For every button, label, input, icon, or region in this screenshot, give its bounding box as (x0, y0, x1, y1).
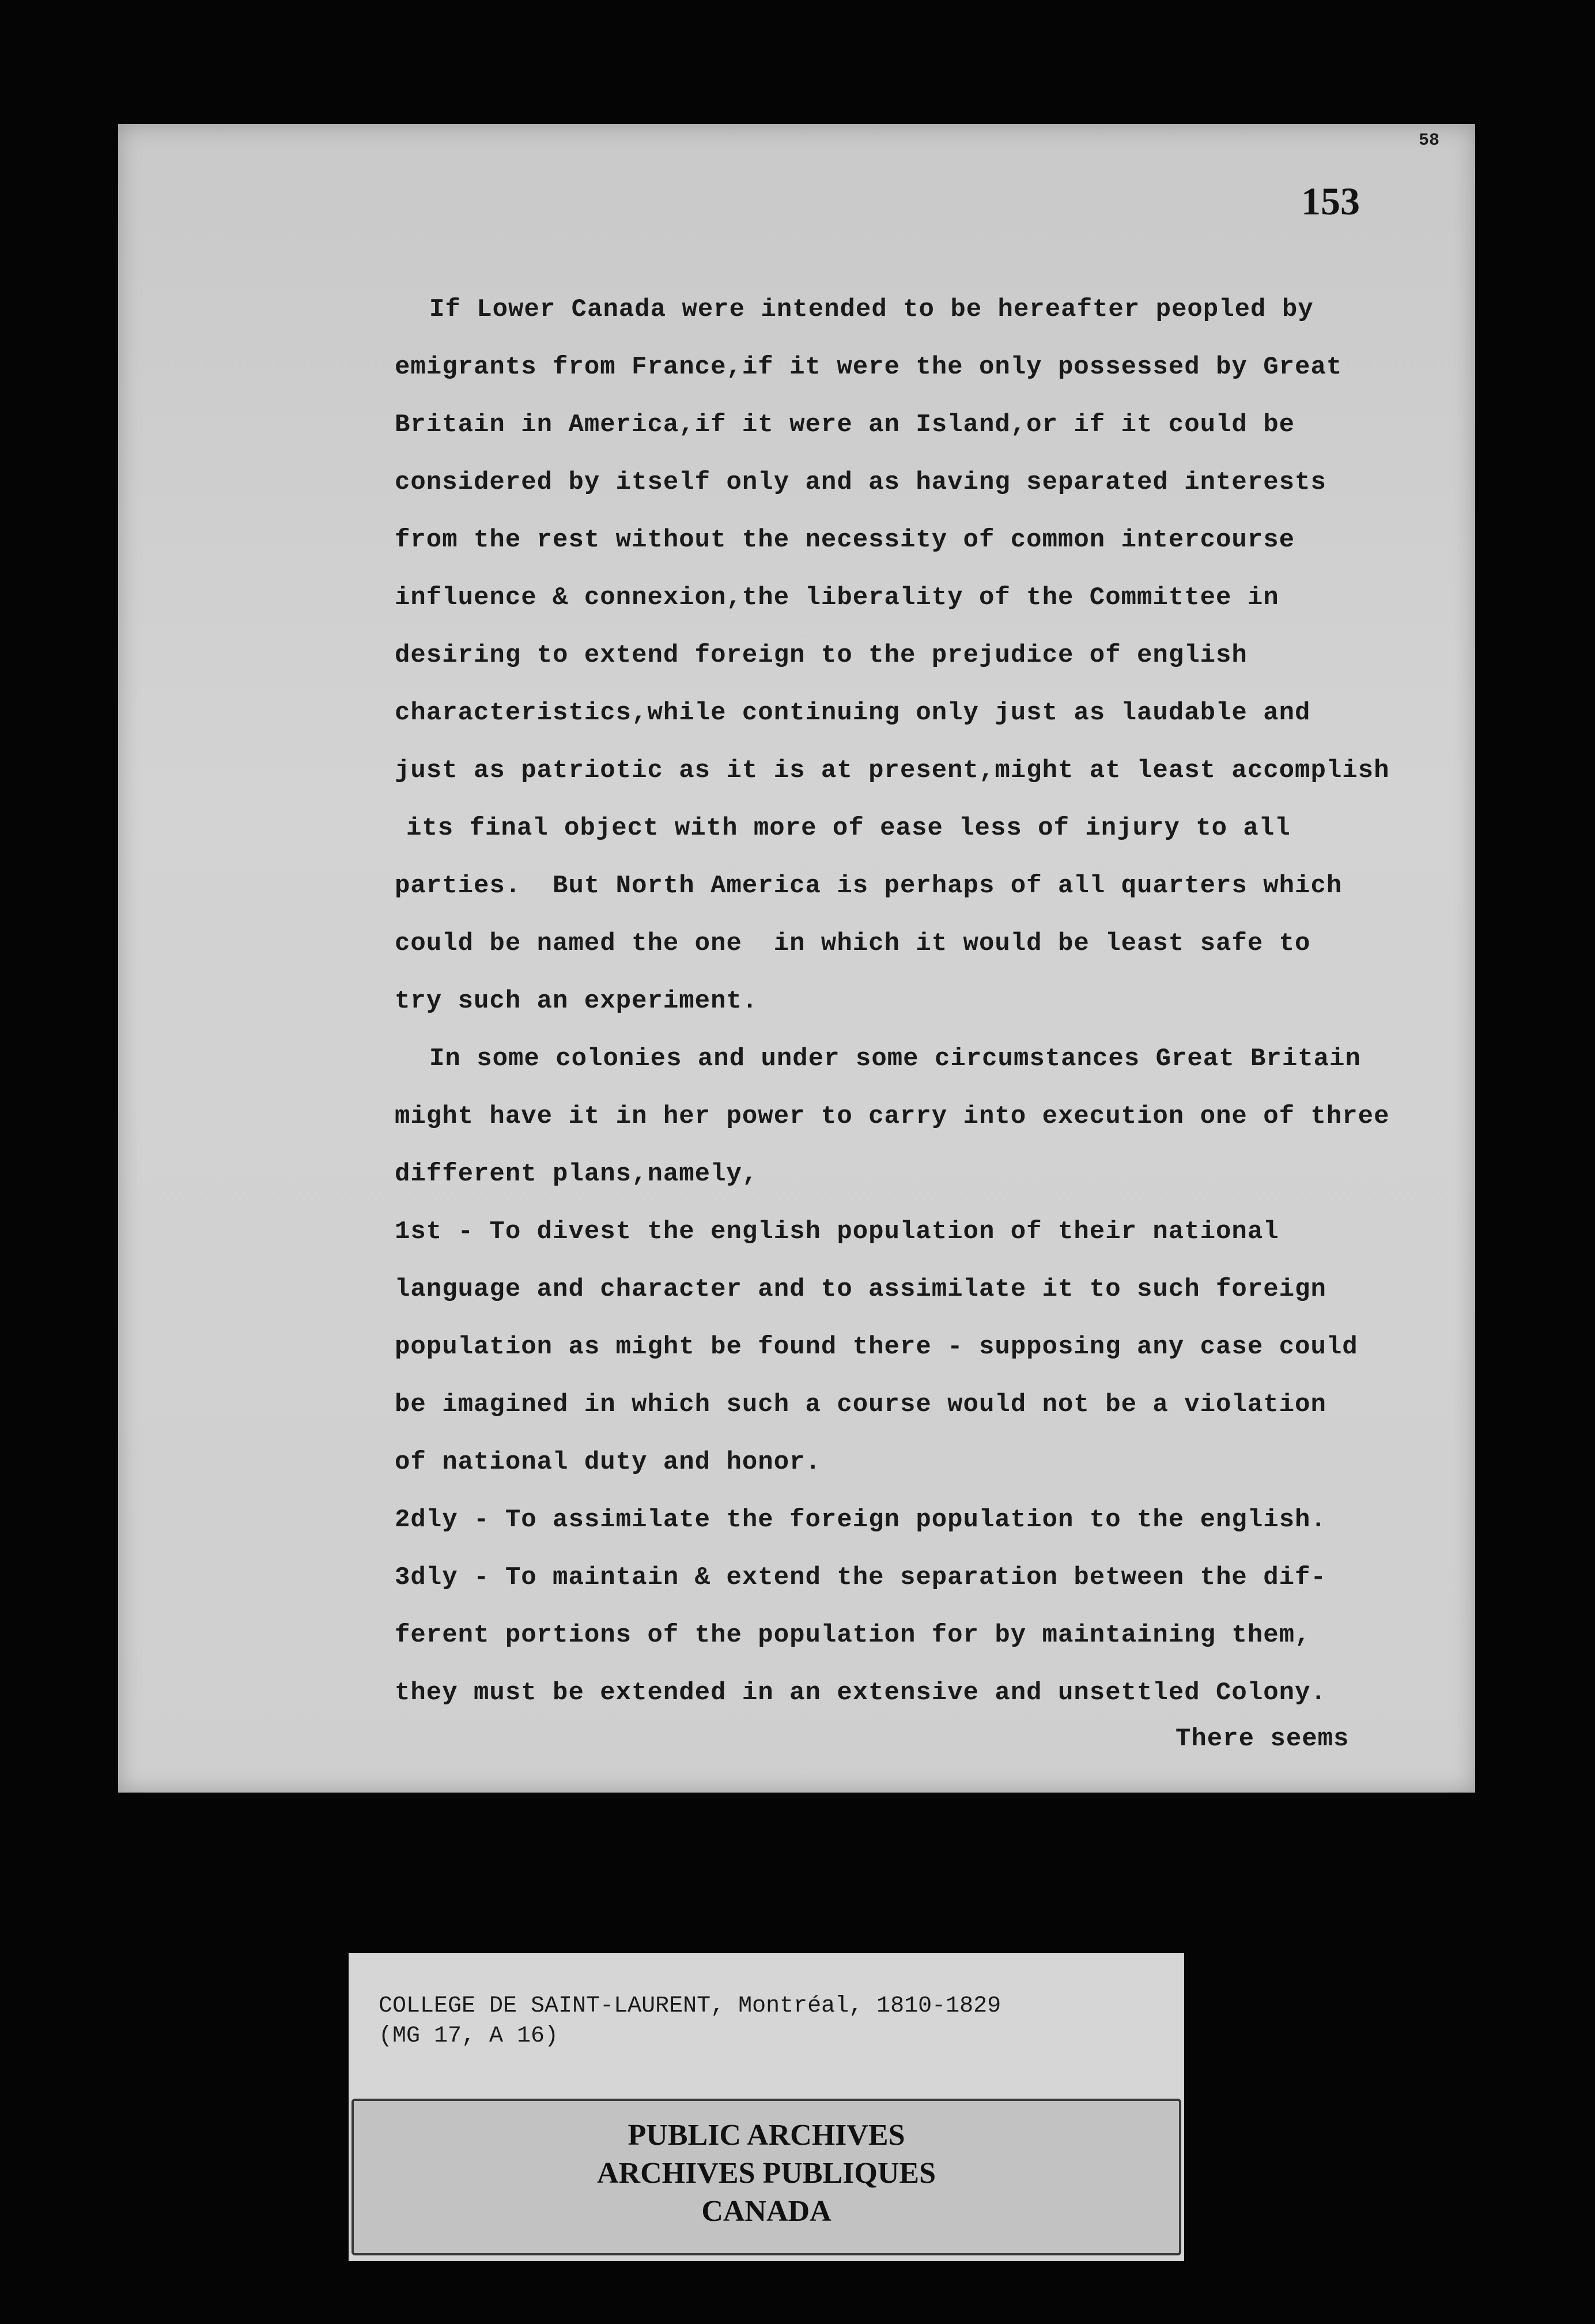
text-line: ferent portions of the population for by maintaining them, (395, 1621, 1311, 1650)
text-line: In some colonies and under some circumstances Great Britain (429, 1044, 1361, 1073)
collection-reference: (MG 17, A 16) (379, 2023, 559, 2049)
text-line: Britain in America,if it were an Island,or if it could be (395, 410, 1295, 439)
text-line: its final object with more of ease less of injury to all (406, 814, 1291, 843)
text-line: from the rest without the necessity of common intercourse (395, 526, 1295, 554)
text-line: be imagined in which such a course would not be a violation (395, 1390, 1326, 1419)
text-line: they must be extended in an extensive and unsettled Colony. (395, 1678, 1326, 1707)
text-line: 1st - To divest the english population of their national (395, 1217, 1279, 1246)
catchword: There seems (1176, 1725, 1350, 1753)
text-line: considered by itself only and as having separated interests (395, 468, 1326, 497)
text-line: language and character and to assimilate it to such foreign (395, 1275, 1326, 1304)
page-number: 153 (1301, 179, 1360, 223)
text-line: 3dly - To maintain & extend the separation between the dif- (395, 1563, 1326, 1592)
archive-catalog-card (349, 1953, 1184, 2261)
stamp-line-french: ARCHIVES PUBLIQUES (596, 2157, 936, 2190)
text-line: different plans,namely, (395, 1160, 758, 1189)
text-line: influence & connexion,the liberality of the Committee in (395, 583, 1279, 612)
collection-title: COLLEGE DE SAINT-LAURENT, Montréal, 1810-1829 (379, 1993, 1001, 2019)
text-line: characteristics,while continuing only just as laudable and (395, 699, 1311, 727)
text-line: 2dly - To assimilate the foreign population to the english. (395, 1506, 1326, 1534)
text-line: parties. But North America is perhaps of all quarters which (395, 871, 1343, 900)
text-line: If Lower Canada were intended to be hereafter peopled by (429, 295, 1314, 324)
typed-text-body (118, 124, 1475, 1793)
document-page (118, 124, 1475, 1793)
text-line: of national duty and honor. (395, 1448, 821, 1477)
text-line: emigrants from France,if it were the only possessed by Great (395, 353, 1343, 382)
stamp-line-country: CANADA (701, 2195, 831, 2228)
text-line: might have it in her power to carry into execution one of three (395, 1102, 1390, 1131)
text-line: try such an experiment. (395, 987, 758, 1016)
text-line: just as patriotic as it is at present,might at least accomplish (395, 756, 1390, 785)
text-line: desiring to extend foreign to the prejudice of english (395, 641, 1248, 670)
text-line: could be named the one in which it would be least safe to (395, 929, 1311, 958)
frame-number: 58 (1418, 131, 1439, 150)
public-archives-stamp (351, 2099, 1181, 2255)
stamp-line-english: PUBLIC ARCHIVES (628, 2119, 905, 2152)
text-line: population as might be found there - supposing any case could (395, 1333, 1358, 1361)
